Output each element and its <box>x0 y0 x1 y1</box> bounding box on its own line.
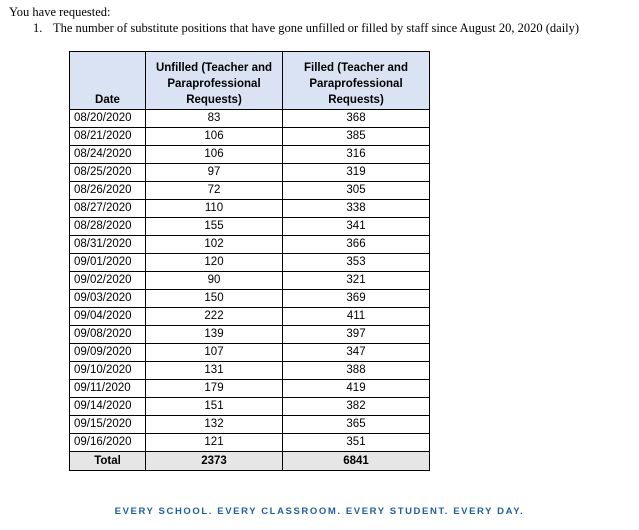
unfilled-cell: 132 <box>146 416 283 434</box>
unfilled-cell: 150 <box>146 290 283 308</box>
unfilled-cell: 131 <box>146 362 283 380</box>
date-cell: 09/08/2020 <box>70 326 146 344</box>
table-row <box>70 254 430 272</box>
unfilled-cell: 155 <box>146 218 283 236</box>
filled-cell: 369 <box>283 290 430 308</box>
date-cell: 09/09/2020 <box>70 344 146 362</box>
filled-cell: 305 <box>283 182 430 200</box>
table-row <box>70 110 430 128</box>
table-row <box>70 146 430 164</box>
date-cell: 08/25/2020 <box>70 164 146 182</box>
table-row <box>70 290 430 308</box>
filled-cell: 338 <box>283 200 430 218</box>
request-number: 1. <box>33 21 43 35</box>
date-cell: 08/26/2020 <box>70 182 146 200</box>
filled-cell: 419 <box>283 380 430 398</box>
unfilled-cell: 222 <box>146 308 283 326</box>
date-cell: 09/16/2020 <box>70 434 146 452</box>
filled-cell: 385 <box>283 128 430 146</box>
header-unfilled: Unfilled (Teacher and Paraprofessional Requests) <box>146 52 283 110</box>
unfilled-cell: 151 <box>146 398 283 416</box>
total-filled: 6841 <box>283 452 430 471</box>
request-text: The number of substitute positions that have gone unfilled or filled by staff since August 20, 2020 (daily) <box>53 21 580 35</box>
unfilled-cell: 83 <box>146 110 283 128</box>
table-row <box>70 218 430 236</box>
filled-cell: 365 <box>283 416 430 434</box>
table-row <box>70 272 430 290</box>
unfilled-cell: 97 <box>146 164 283 182</box>
table-row <box>70 164 430 182</box>
date-cell: 09/14/2020 <box>70 398 146 416</box>
table-header-row <box>70 52 430 110</box>
total-unfilled: 2373 <box>146 452 283 471</box>
date-cell: 09/02/2020 <box>70 272 146 290</box>
unfilled-cell: 121 <box>146 434 283 452</box>
filled-cell: 321 <box>283 272 430 290</box>
filled-cell: 366 <box>283 236 430 254</box>
table-row <box>70 434 430 452</box>
date-cell: 09/01/2020 <box>70 254 146 272</box>
request-item <box>33 21 579 36</box>
date-cell: 08/31/2020 <box>70 236 146 254</box>
header-filled: Filled (Teacher and Paraprofessional Requests) <box>283 52 430 110</box>
table-row <box>70 326 430 344</box>
table-row <box>70 380 430 398</box>
date-cell: 09/04/2020 <box>70 308 146 326</box>
filled-cell: 347 <box>283 344 430 362</box>
filled-cell: 319 <box>283 164 430 182</box>
unfilled-cell: 120 <box>146 254 283 272</box>
filled-cell: 353 <box>283 254 430 272</box>
date-cell: 09/03/2020 <box>70 290 146 308</box>
date-cell: 09/11/2020 <box>70 380 146 398</box>
unfilled-cell: 110 <box>146 200 283 218</box>
header-date: Date <box>70 52 146 110</box>
filled-cell: 397 <box>283 326 430 344</box>
filled-cell: 411 <box>283 308 430 326</box>
table-row <box>70 344 430 362</box>
unfilled-cell: 72 <box>146 182 283 200</box>
footer-tagline: EVERY SCHOOL. EVERY CLASSROOM. EVERY STUDENT. EVERY DAY. <box>114 506 525 517</box>
unfilled-cell: 139 <box>146 326 283 344</box>
unfilled-cell: 106 <box>146 128 283 146</box>
substitute-positions-table <box>69 51 430 471</box>
filled-cell: 351 <box>283 434 430 452</box>
date-cell: 09/10/2020 <box>70 362 146 380</box>
date-cell: 09/15/2020 <box>70 416 146 434</box>
table-row <box>70 308 430 326</box>
filled-cell: 382 <box>283 398 430 416</box>
date-cell: 08/21/2020 <box>70 128 146 146</box>
total-label: Total <box>70 452 146 471</box>
table-row <box>70 128 430 146</box>
unfilled-cell: 106 <box>146 146 283 164</box>
table-row <box>70 398 430 416</box>
intro-text: You have requested: <box>9 5 111 19</box>
total-row <box>70 452 430 471</box>
unfilled-cell: 90 <box>146 272 283 290</box>
table-row <box>70 200 430 218</box>
unfilled-cell: 107 <box>146 344 283 362</box>
unfilled-cell: 102 <box>146 236 283 254</box>
date-cell: 08/28/2020 <box>70 218 146 236</box>
filled-cell: 388 <box>283 362 430 380</box>
date-cell: 08/27/2020 <box>70 200 146 218</box>
date-cell: 08/24/2020 <box>70 146 146 164</box>
table-row <box>70 236 430 254</box>
unfilled-cell: 179 <box>146 380 283 398</box>
date-cell: 08/20/2020 <box>70 110 146 128</box>
filled-cell: 341 <box>283 218 430 236</box>
table-body <box>70 110 430 452</box>
filled-cell: 316 <box>283 146 430 164</box>
table-row <box>70 362 430 380</box>
table-row <box>70 416 430 434</box>
table-row <box>70 182 430 200</box>
filled-cell: 368 <box>283 110 430 128</box>
